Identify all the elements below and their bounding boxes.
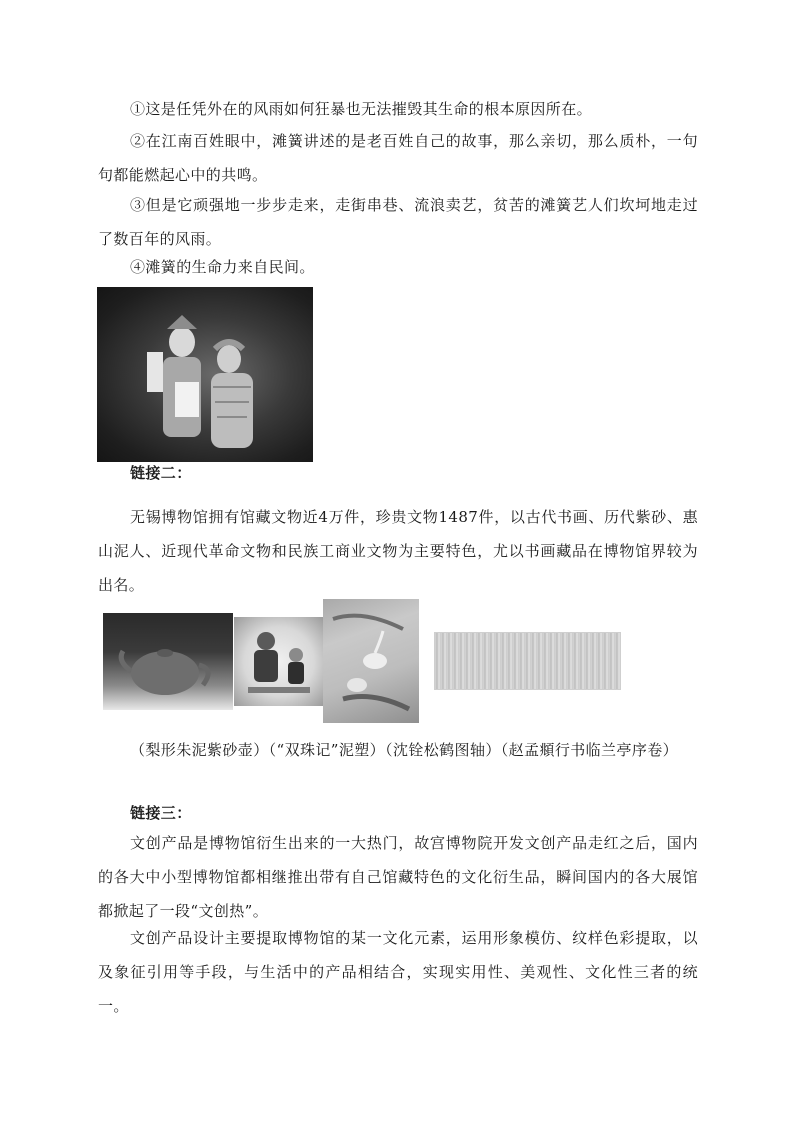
teapot-illustration [103, 613, 233, 710]
pine-crane-painting-photo [323, 599, 419, 723]
paragraph-3: ③但是它顽强地一步步走来，走街串巷、流浪卖艺，贫苦的滩簧艺人们坎坷地走过了数百年的风雨。 [98, 196, 698, 248]
teapot-photo [103, 613, 233, 710]
link3-body-1: 文创产品是博物馆衍生出来的一大热门，故宫博物院开发文创产品走红之后，国内的各大中小型博物馆都相继推出带有自己馆藏特色的文化衍生品，瞬间国内的各大展馆都掀起了一段“文创热”。 [98, 834, 698, 920]
calligraphy-scroll-photo [434, 632, 621, 690]
clay-figures-illustration [234, 617, 324, 706]
opera-figures-illustration [97, 287, 313, 462]
paragraph-1: ①这是任凭外在的风雨如何狂暴也无法摧毁其生命的根本原因所在。 [130, 100, 593, 118]
crane-painting-illustration [323, 599, 419, 723]
clay-figurine-photo [234, 617, 324, 706]
link2-heading: 链接二： [130, 464, 192, 482]
link2-body: 无锡博物馆拥有馆藏文物近4万件，珍贵文物1487件，以古代书画、历代紫砂、惠山泥人、近现代革命文物和民族工商业文物为主要特色，尤以书画藏品在博物馆界较为出名。 [98, 508, 698, 594]
link3-heading: 链接三： [130, 804, 192, 822]
opera-performance-photo [97, 287, 313, 462]
paragraph-2: ②在江南百姓眼中，滩簧讲述的是老百姓自己的故事，那么亲切，那么质朴，一句句都能燃起心中的共鸣。 [98, 132, 698, 184]
paragraph-4: ④滩簧的生命力来自民间。 [130, 258, 315, 276]
link3-body-2: 文创产品设计主要提取博物馆的某一文化元素，运用形象模仿、纹样色彩提取，以及象征引用等手段，与生活中的产品相结合，实现实用性、美观性、文化性三者的统一。 [98, 929, 698, 1015]
artifact-captions: （梨形朱泥紫砂壶）（“双珠记”泥塑）（沈铨松鹤图轴）（赵孟頫行书临兰亭序卷） [130, 741, 679, 759]
